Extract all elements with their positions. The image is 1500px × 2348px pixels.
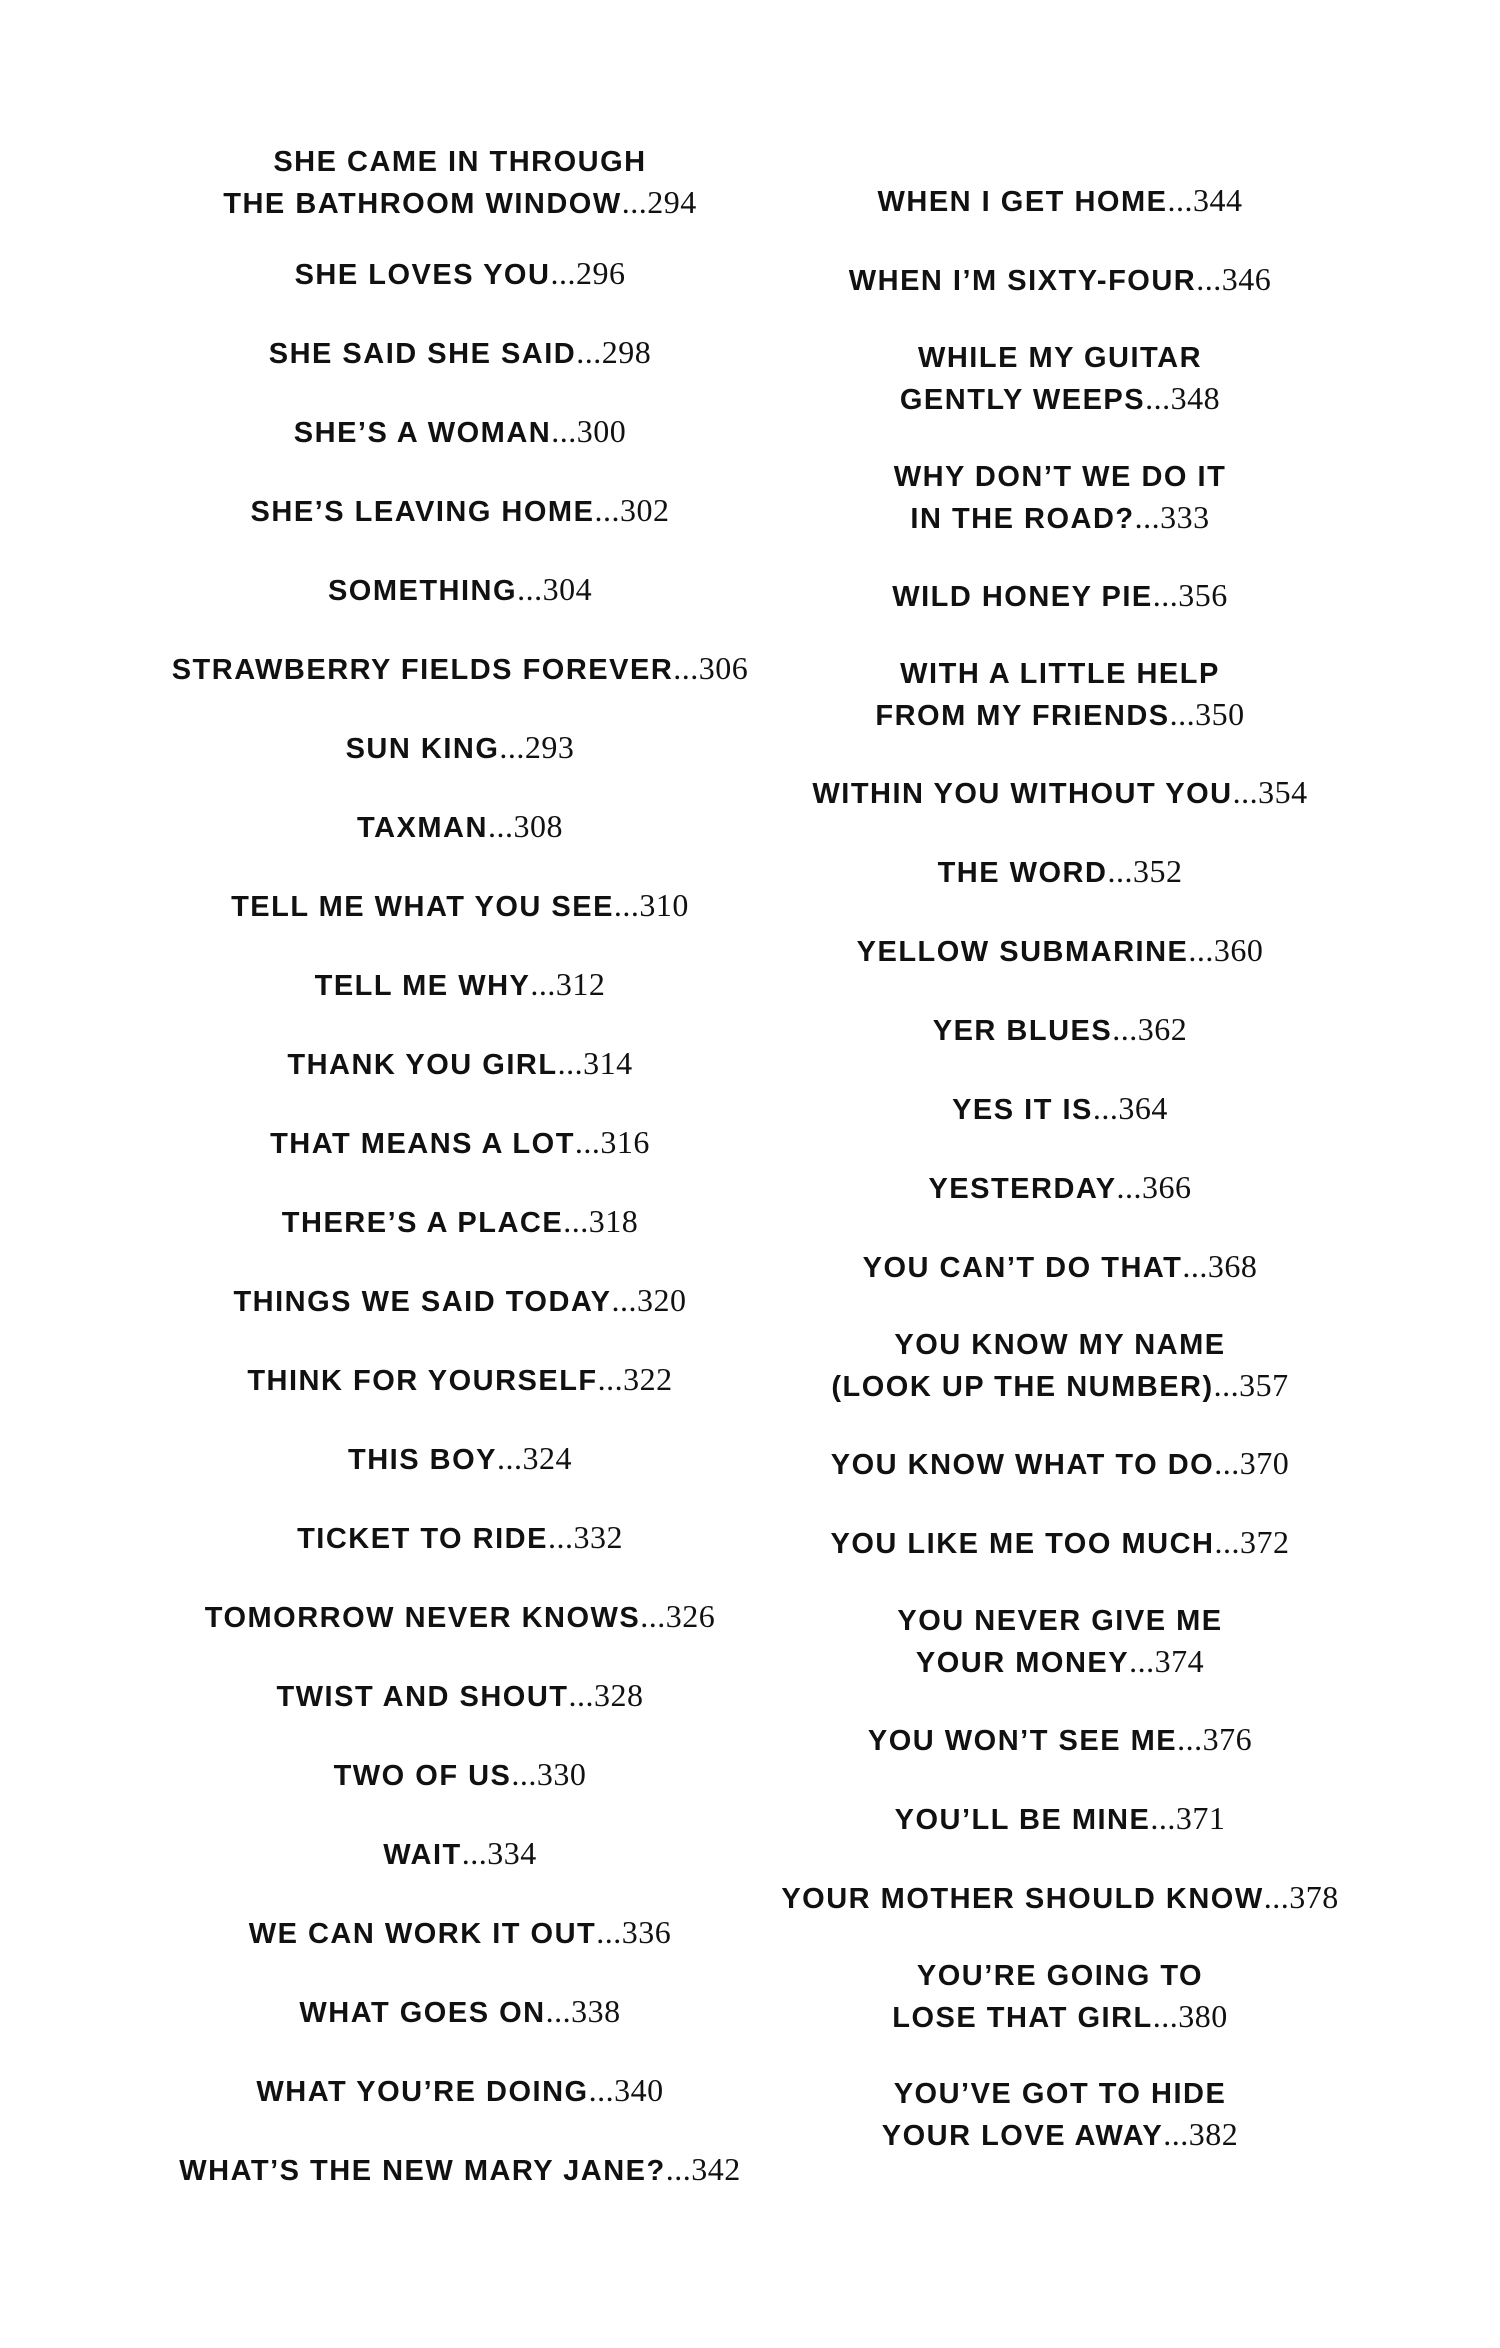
index-entry xyxy=(120,1280,800,1320)
index-entry xyxy=(720,1443,1400,1483)
song-title: THAT MEANS A LOT xyxy=(270,1128,575,1160)
index-entry xyxy=(120,806,800,846)
song-title: LOSE THAT GIRL xyxy=(892,2002,1153,2034)
page-number: ...372 xyxy=(1214,1524,1290,1560)
index-entry-line xyxy=(720,180,1400,220)
index-entry-line xyxy=(720,930,1400,970)
index-entry-line xyxy=(720,1088,1400,1128)
song-title: SUN KING xyxy=(345,733,500,765)
song-title: SHE LOVES YOU xyxy=(294,259,551,291)
index-entry-line xyxy=(720,1522,1400,1562)
song-title: THANK YOU GIRL xyxy=(287,1049,558,1081)
page-number: ...316 xyxy=(574,1124,650,1160)
page-number: ...312 xyxy=(530,966,606,1002)
index-entry-line xyxy=(120,648,800,688)
index-entry xyxy=(720,1719,1400,1759)
index-entry xyxy=(120,253,800,293)
index-entry-line xyxy=(120,2149,800,2189)
page-number: ...314 xyxy=(557,1045,633,1081)
page-number: ...382 xyxy=(1163,2116,1239,2152)
index-entry xyxy=(120,490,800,530)
index-entry-line xyxy=(120,182,800,222)
page-number: ...350 xyxy=(1169,696,1245,732)
page-number: ...340 xyxy=(588,2072,664,2108)
index-entry-line xyxy=(720,1365,1400,1405)
index-entry xyxy=(720,1325,1400,1405)
page-number: ...304 xyxy=(517,571,593,607)
index-entry xyxy=(120,1833,800,1873)
index-entry-line xyxy=(120,1280,800,1320)
page-number: ...370 xyxy=(1214,1445,1290,1481)
page-number: ...368 xyxy=(1182,1248,1258,1284)
page-number: ...357 xyxy=(1213,1367,1289,1403)
song-title: TELL ME WHY xyxy=(314,970,531,1002)
page-number: ...352 xyxy=(1107,853,1183,889)
song-title: YER BLUES xyxy=(932,1015,1113,1047)
song-title: YELLOW SUBMARINE xyxy=(856,936,1189,968)
song-title: TWO OF US xyxy=(333,1760,512,1792)
index-entry xyxy=(120,411,800,451)
index-entry xyxy=(720,259,1400,299)
index-entry-line xyxy=(720,378,1400,418)
index-entry xyxy=(120,1912,800,1952)
index-entry-line xyxy=(720,2074,1400,2114)
song-title: THIS BOY xyxy=(348,1444,497,1476)
page-number: ...328 xyxy=(568,1677,644,1713)
page-number: ...354 xyxy=(1232,774,1308,810)
index-entry-line xyxy=(720,575,1400,615)
song-title: WITH A LITTLE HELP xyxy=(900,658,1220,690)
index-entry-line xyxy=(720,1798,1400,1838)
page-number: ...308 xyxy=(487,808,563,844)
index-entry-line xyxy=(720,1719,1400,1759)
song-title: WILD HONEY PIE xyxy=(892,581,1153,613)
page-number: ...333 xyxy=(1134,499,1210,535)
song-title: STRAWBERRY FIELDS FOREVER xyxy=(171,654,674,686)
song-title: YOU KNOW MY NAME xyxy=(894,1329,1226,1361)
song-title: YOU’VE GOT TO HIDE xyxy=(893,2078,1227,2110)
song-title: THINK FOR YOURSELF xyxy=(247,1365,598,1397)
page-number: ...296 xyxy=(550,255,626,291)
index-entry-line xyxy=(120,1201,800,1241)
song-title: YOUR MONEY xyxy=(915,1647,1130,1679)
page-number: ...293 xyxy=(499,729,575,765)
index-entry xyxy=(120,1675,800,1715)
index-entry-line xyxy=(120,964,800,1004)
index-entry xyxy=(720,654,1400,734)
song-title: YOU KNOW WHAT TO DO xyxy=(830,1449,1215,1481)
page-number: ...338 xyxy=(545,1993,621,2029)
index-entry-line xyxy=(720,1246,1400,1286)
page-number: ...322 xyxy=(597,1361,673,1397)
index-entry xyxy=(120,2149,800,2189)
page-number: ...356 xyxy=(1152,577,1228,613)
page-number: ...310 xyxy=(613,887,689,923)
index-entry-line xyxy=(720,772,1400,812)
song-title: IN THE ROAD? xyxy=(910,503,1135,535)
index-entry xyxy=(720,575,1400,615)
index-entry xyxy=(720,180,1400,220)
index-entry xyxy=(720,338,1400,418)
page-number: ...336 xyxy=(596,1914,672,1950)
page-number: ...378 xyxy=(1263,1879,1339,1915)
song-title: THE BATHROOM WINDOW xyxy=(223,188,622,220)
page-number: ...324 xyxy=(496,1440,572,1476)
index-entry xyxy=(720,1167,1400,1207)
index-entry xyxy=(120,1122,800,1162)
song-title: YOU’LL BE MINE xyxy=(894,1804,1151,1836)
page-number: ...330 xyxy=(511,1756,587,1792)
index-entry xyxy=(120,1596,800,1636)
index-entry xyxy=(720,851,1400,891)
index-entry-line xyxy=(120,1675,800,1715)
index-entry-line xyxy=(120,332,800,372)
song-title: WHY DON’T WE DO IT xyxy=(893,461,1227,493)
index-entry-line xyxy=(720,2114,1400,2154)
song-title: WE CAN WORK IT OUT xyxy=(248,1918,597,1950)
song-title: WHAT GOES ON xyxy=(299,1997,546,2029)
index-entry-line xyxy=(720,1601,1400,1641)
index-entry xyxy=(720,1877,1400,1917)
song-title: WHAT YOU’RE DOING xyxy=(256,2076,589,2108)
page-number: ...300 xyxy=(551,413,627,449)
song-title: YOU CAN’T DO THAT xyxy=(862,1252,1183,1284)
index-entry-line xyxy=(720,1443,1400,1483)
page-number: ...380 xyxy=(1152,1998,1228,2034)
index-entry xyxy=(120,727,800,767)
song-title: SHE’S A WOMAN xyxy=(293,417,552,449)
index-entry xyxy=(720,772,1400,812)
page-number: ...362 xyxy=(1112,1011,1188,1047)
page-number: ...366 xyxy=(1116,1169,1192,1205)
page-number: ...360 xyxy=(1188,932,1264,968)
index-entry-line xyxy=(120,569,800,609)
song-title: SHE’S LEAVING HOME xyxy=(250,496,595,528)
page-number: ...302 xyxy=(594,492,670,528)
page-number: ...326 xyxy=(640,1598,716,1634)
page-number: ...318 xyxy=(563,1203,639,1239)
song-title: YOUR MOTHER SHOULD KNOW xyxy=(781,1883,1264,1915)
index-entry xyxy=(120,648,800,688)
index-entry-line xyxy=(120,490,800,530)
song-title: TICKET TO RIDE xyxy=(297,1523,548,1555)
index-entry xyxy=(720,1009,1400,1049)
song-title: TELL ME WHAT YOU SEE xyxy=(231,891,614,923)
index-entry-line xyxy=(120,1438,800,1478)
index-entry-line xyxy=(120,1517,800,1557)
index-entry xyxy=(720,930,1400,970)
song-title: YES IT IS xyxy=(952,1094,1093,1126)
song-title: THINGS WE SAID TODAY xyxy=(233,1286,612,1318)
index-entry-line xyxy=(720,851,1400,891)
index-entry-line xyxy=(720,654,1400,694)
index-entry xyxy=(120,2070,800,2110)
song-title: SOMETHING xyxy=(327,575,518,607)
index-entry-line xyxy=(720,457,1400,497)
index-entry-line xyxy=(720,1167,1400,1207)
page-number: ...320 xyxy=(611,1282,687,1318)
index-entry xyxy=(720,457,1400,537)
song-title: TAXMAN xyxy=(357,812,488,844)
page-number: ...374 xyxy=(1129,1643,1205,1679)
index-entry xyxy=(720,1798,1400,1838)
index-entry xyxy=(720,1246,1400,1286)
page-number: ...298 xyxy=(576,334,652,370)
index-entry xyxy=(120,142,800,222)
index-entry-line xyxy=(120,1043,800,1083)
song-title: TWIST AND SHOUT xyxy=(276,1681,569,1713)
index-entry-line xyxy=(720,1877,1400,1917)
index-entry-line xyxy=(120,1991,800,2031)
index-entry-line xyxy=(120,1833,800,1873)
song-title: WHEN I’M SIXTY-FOUR xyxy=(848,265,1197,297)
page-number: ...342 xyxy=(665,2151,741,2187)
index-entry xyxy=(120,964,800,1004)
index-entry xyxy=(720,1522,1400,1562)
page-number: ...371 xyxy=(1150,1800,1226,1836)
index-entry xyxy=(120,1517,800,1557)
index-entry xyxy=(720,2074,1400,2154)
song-title: WHAT’S THE NEW MARY JANE? xyxy=(179,2155,666,2187)
page-number: ...376 xyxy=(1177,1721,1253,1757)
index-entry-line xyxy=(720,497,1400,537)
index-entry-line xyxy=(120,1596,800,1636)
page-number: ...344 xyxy=(1167,182,1243,218)
page-number: ...334 xyxy=(461,1835,537,1871)
song-title: THERE’S A PLACE xyxy=(281,1207,564,1239)
index-entry-line xyxy=(120,727,800,767)
page-number: ...306 xyxy=(673,650,749,686)
song-title: WITHIN YOU WITHOUT YOU xyxy=(812,778,1233,810)
song-title: FROM MY FRIENDS xyxy=(875,700,1170,732)
index-entry-line xyxy=(120,806,800,846)
song-title: TOMORROW NEVER KNOWS xyxy=(204,1602,641,1634)
page-number: ...346 xyxy=(1196,261,1272,297)
song-title: SHE CAME IN THROUGH xyxy=(273,146,647,178)
index-entry-line xyxy=(120,253,800,293)
song-title: THE WORD xyxy=(937,857,1108,889)
song-title: GENTLY WEEPS xyxy=(899,384,1146,416)
index-entry-line xyxy=(120,1122,800,1162)
song-title: SHE SAID SHE SAID xyxy=(268,338,577,370)
song-title: YOUR LOVE AWAY xyxy=(881,2120,1164,2152)
index-entry-line xyxy=(120,1754,800,1794)
index-entry-line xyxy=(120,2070,800,2110)
index-entry xyxy=(120,569,800,609)
song-title: WHEN I GET HOME xyxy=(877,186,1168,218)
index-entry xyxy=(120,1754,800,1794)
index-entry-line xyxy=(720,1956,1400,1996)
index-entry-line xyxy=(120,885,800,925)
index-entry-line xyxy=(720,1325,1400,1365)
song-title: YOU WON’T SEE ME xyxy=(867,1725,1178,1757)
index-entry-line xyxy=(720,694,1400,734)
index-entry xyxy=(120,332,800,372)
index-entry xyxy=(720,1956,1400,2036)
index-entry xyxy=(120,1991,800,2031)
song-title: YOU LIKE ME TOO MUCH xyxy=(830,1528,1215,1560)
index-entry xyxy=(720,1601,1400,1681)
index-entry-line xyxy=(120,411,800,451)
song-title: (LOOK UP THE NUMBER) xyxy=(831,1371,1214,1403)
index-entry-line xyxy=(720,1641,1400,1681)
index-entry-line xyxy=(120,1359,800,1399)
song-title: WAIT xyxy=(383,1839,462,1871)
index-entry xyxy=(120,1438,800,1478)
page-number: ...348 xyxy=(1145,380,1221,416)
index-entry-line xyxy=(720,338,1400,378)
page-number: ...332 xyxy=(547,1519,623,1555)
index-entry xyxy=(720,1088,1400,1128)
index-entry xyxy=(120,1359,800,1399)
index-entry-line xyxy=(720,1009,1400,1049)
page-number: ...294 xyxy=(621,184,697,220)
index-entry xyxy=(120,1201,800,1241)
index-entry xyxy=(120,885,800,925)
song-title: YESTERDAY xyxy=(928,1173,1117,1205)
page-number: ...364 xyxy=(1092,1090,1168,1126)
index-entry-line xyxy=(720,259,1400,299)
index-entry xyxy=(120,1043,800,1083)
index-entry-line xyxy=(120,142,800,182)
index-entry-line xyxy=(120,1912,800,1952)
song-title: WHILE MY GUITAR xyxy=(917,342,1203,374)
index-entry-line xyxy=(720,1996,1400,2036)
song-title: YOU NEVER GIVE ME xyxy=(897,1605,1223,1637)
song-title: YOU’RE GOING TO xyxy=(916,1960,1204,1992)
